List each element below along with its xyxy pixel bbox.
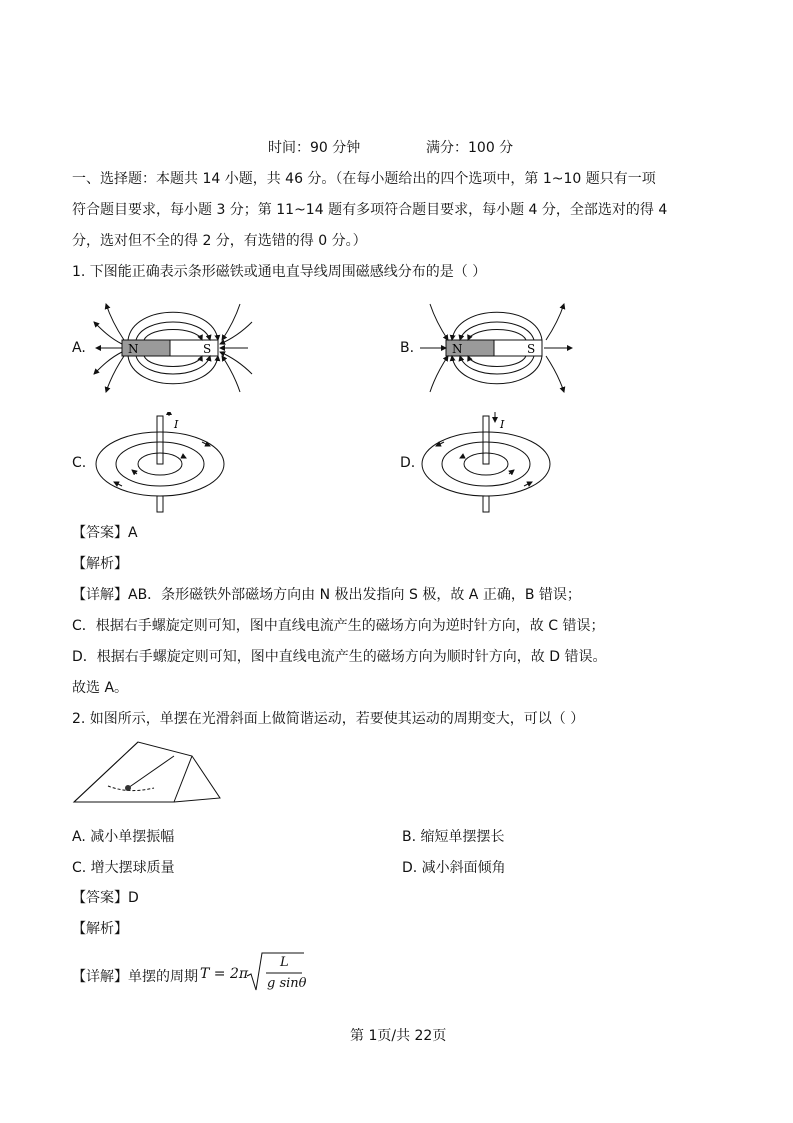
q1-option-d-wire-diagram	[418, 412, 558, 516]
current-i-label-d: I	[500, 418, 505, 431]
q1-stem: 1. 下图能正确表示条形磁铁或通电直导线周围磁感线分布的是（ ）	[72, 264, 487, 280]
section-line-3: 分，选对但不全的得 2 分，有选错的得 0 分。）	[72, 233, 367, 249]
q1-option-d-label: D.	[400, 455, 416, 471]
q1-conclusion: 故选 A。	[72, 680, 129, 696]
q2-option-b: B. 缩短单摆摆长	[402, 829, 505, 845]
current-i-label-c: I	[174, 418, 179, 431]
q2-analysis-heading: 【解析】	[72, 921, 128, 937]
section-line-2: 符合题目要求，每小题 3 分；第 11~14 题有多项符合题目要求，每小题 4 分，全部选对的得 4	[72, 202, 668, 218]
magnet-s-label-b: S	[527, 342, 536, 356]
exam-score: 满分：100 分	[426, 140, 514, 156]
q2-answer: 【答案】D	[72, 890, 139, 906]
q2-stem: 2. 如图所示，单摆在光滑斜面上做简谐运动，若要使其运动的周期变大，可以（ ）	[72, 711, 585, 727]
q1-detail-3: D．根据右手螺旋定则可知，图中直线电流产生的磁场方向为顺时针方向，故 D 错误。	[72, 649, 607, 665]
q1-option-a-magnet-diagram	[88, 298, 258, 398]
q1-detail-1: 【详解】AB．条形磁铁外部磁场方向由 N 极出发指向 S 极，故 A 正确，B 错误；	[72, 587, 581, 603]
q1-detail-2: C．根据右手螺旋定则可知，图中直线电流产生的磁场方向为逆时针方向，故 C 错误；	[72, 618, 605, 634]
formula-numerator: L	[280, 955, 289, 970]
q1-option-b-label: B.	[400, 340, 415, 356]
q1-option-b-magnet-diagram	[412, 298, 582, 398]
magnet-s-label: S	[203, 342, 212, 356]
magnet-n-label: N	[128, 342, 139, 356]
q2-incline-pendulum-diagram	[72, 738, 224, 806]
q2-option-d: D. 减小斜面倾角	[402, 860, 506, 876]
formula-denominator: g sinθ	[267, 976, 307, 991]
q1-option-a-label: A.	[72, 340, 86, 356]
q1-option-c-wire-diagram	[92, 412, 232, 516]
q2-detail-prefix: 【详解】单摆的周期	[72, 969, 198, 985]
section-line-1: 一、选择题：本题共 14 小题，共 46 分。（在每小题给出的四个选项中，第 1~10 题只有一项	[72, 171, 656, 187]
q1-answer: 【答案】A	[72, 525, 138, 541]
formula-lhs: T = 2π	[200, 966, 249, 982]
exam-time: 时间：90 分钟	[268, 140, 361, 156]
magnet-n-label-b: N	[452, 342, 463, 356]
q1-option-c-label: C.	[72, 455, 87, 471]
page-number: 第 1页/共 22页	[350, 1028, 447, 1044]
q2-option-a: A. 减小单摆振幅	[72, 829, 175, 845]
q1-analysis-heading: 【解析】	[72, 556, 128, 572]
q2-option-c: C. 增大摆球质量	[72, 860, 175, 876]
